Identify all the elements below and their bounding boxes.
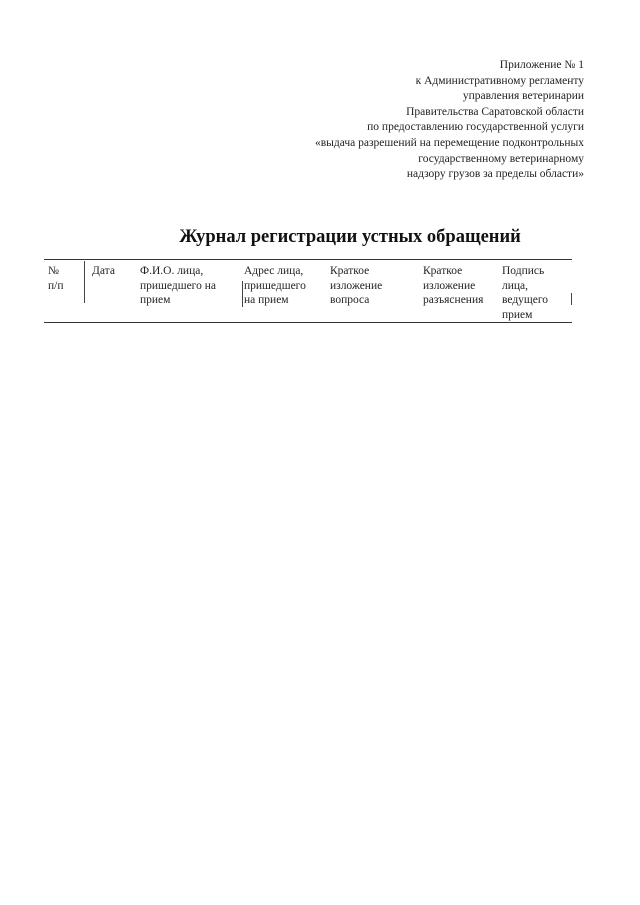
column-divider (84, 261, 85, 303)
header-cell-visitor-name (140, 264, 216, 308)
journal-title: Журнал регистрации устных обращений (179, 227, 521, 247)
appendix-line: Приложение № 1 (499, 59, 584, 71)
appendix-line: к Административному регламенту (415, 74, 584, 87)
header-text: изложение (423, 279, 476, 292)
header-text: п/п (48, 279, 64, 292)
appendix-line: управления ветеринарии (462, 90, 584, 103)
header-cell-visitor-address (244, 264, 306, 308)
header-text: № (48, 265, 59, 277)
header-text: ведущего (502, 294, 549, 307)
header-text: Краткое (330, 265, 370, 277)
header-cell-question-summary (330, 264, 382, 308)
header-text: изложение (330, 279, 383, 292)
header-text: лица, (502, 279, 529, 292)
column-divider (242, 281, 243, 307)
column-divider (571, 293, 572, 305)
table-bottom-border (44, 322, 572, 323)
header-cell-number (48, 264, 64, 293)
appendix-line: надзору грузов за пределы области» (406, 168, 584, 181)
header-cell-date (92, 264, 115, 279)
header-text: Краткое (423, 265, 463, 277)
header-text: Адрес лица, (244, 265, 304, 277)
header-text: Дата (92, 265, 115, 277)
appendix-line: Правительства Саратовской области (406, 105, 584, 118)
header-text: разъяснения (423, 294, 484, 307)
appendix-line: государственному ветеринарному (418, 152, 584, 165)
header-text: Подпись (502, 265, 545, 277)
header-text: Ф.И.О. лица, (140, 265, 204, 277)
table-top-border (44, 259, 572, 260)
header-text: прием (140, 294, 171, 307)
header-text: на прием (244, 294, 289, 307)
header-cell-explanation-summary (423, 264, 483, 308)
registration-table (44, 259, 572, 323)
appendix-line: «выдача разрешений на перемещение подконтрольных (314, 136, 584, 149)
appendix-header (315, 58, 584, 183)
header-text: пришедшего на (140, 279, 216, 292)
appendix-line: по предоставлению государственной услуги (367, 121, 584, 134)
header-cell-signature (502, 264, 548, 322)
header-text: пришедшего (244, 279, 306, 292)
header-text: прием (502, 308, 533, 321)
header-text: вопроса (330, 294, 370, 307)
